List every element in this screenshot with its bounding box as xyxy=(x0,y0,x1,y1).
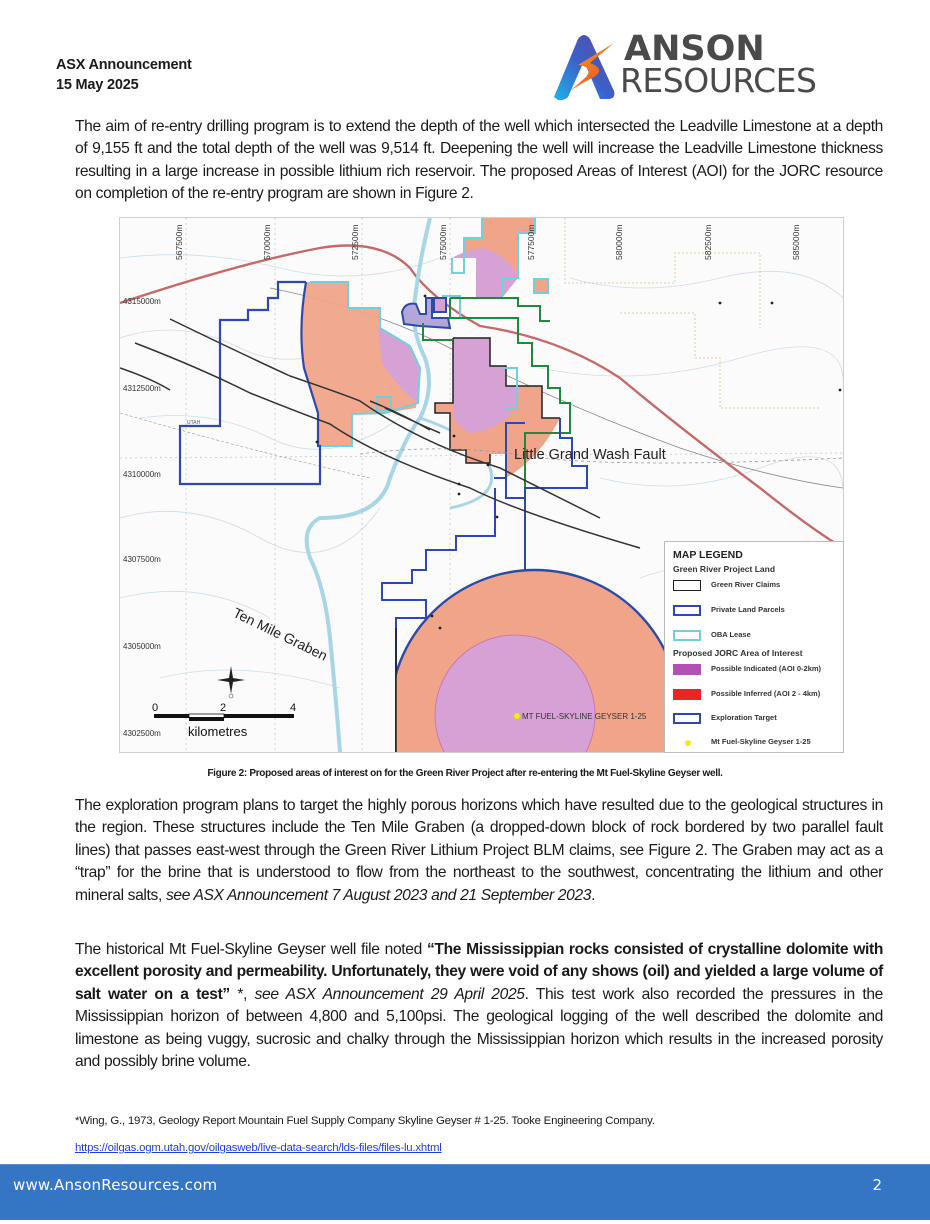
announcement-date: 15 May 2025 xyxy=(56,77,139,93)
legend-swatch xyxy=(673,580,701,591)
legend-item-well: Mt Fuel-Skyline Geyser 1-25 xyxy=(673,737,843,751)
legend-swatch xyxy=(673,713,701,724)
page-number: 2 xyxy=(872,1176,882,1194)
scale-bar xyxy=(152,702,296,739)
easting-label: 580000m xyxy=(614,224,624,260)
footnote-citation: *Wing, G., 1973, Geology Report Mountain Fuel Supply Company Skyline Geyser # 1-25. Tooke Engineering Company. xyxy=(75,1115,655,1127)
legend-item-exploration-target: Exploration Target xyxy=(673,713,843,727)
easting-label: 577500m xyxy=(526,224,536,260)
svg-text:2: 2 xyxy=(220,702,227,714)
svg-text:4: 4 xyxy=(290,702,297,714)
easting-label: 572500m xyxy=(350,224,360,260)
northing-label: 4310000m xyxy=(123,470,161,479)
legend-item-possible-indicated: Possible Indicated (AOI 0-2km) xyxy=(673,664,843,678)
legend-item-green-river-claims: Green River Claims xyxy=(673,580,843,594)
legend-section-project-land: Green River Project Land xyxy=(673,564,776,574)
northing-label: 4315000m xyxy=(123,297,161,306)
northing-label: 4302500m xyxy=(123,729,161,738)
legend-item-oba-lease: OBA Lease xyxy=(673,630,843,644)
reference-italic: see ASX Announcement 7 August 2023 and 21 September 2023 xyxy=(165,886,592,904)
well-file-quote: “The Mississippian rocks consisted of crystalline dolomite with excellent porosity and permeability. Unfortunately, they were void of any shows (oil) and yielded a large volume of salt water on a test” xyxy=(75,941,883,1003)
legend-item-possible-inferred: Possible Inferred (AOI 2 - 4km) xyxy=(673,689,843,703)
easting-label: 585000m xyxy=(791,224,801,260)
map-legend xyxy=(664,541,844,753)
announcement-header xyxy=(56,55,192,95)
paragraph-reentry-aim: The aim of re-entry drilling program is to extend the depth of the well which intersected the Leadville Limestone at a depth of 9,155 ft and the total depth of the well was 9,514 ft. Deepening the well will increase the Leadville Limestone thickness resulting in a large increase in possible lithium rich reservoir. The proposed Areas of Interest (AOI) for the JORC resource on completion of the re-entry program are shown in Figure 2. xyxy=(75,118,883,203)
utah-label: UTAH xyxy=(187,420,201,426)
logo-word-anson: ANSON xyxy=(624,29,765,69)
little-grand-wash-fault-label: Little Grand Wash Fault xyxy=(514,447,666,463)
legend-swatch xyxy=(673,630,701,641)
anson-resources-logo xyxy=(548,29,848,101)
legend-title: MAP LEGEND xyxy=(673,549,743,561)
well-label: MT FUEL-SKYLINE GEYSER 1-25 xyxy=(522,712,647,721)
northing-label: 4305000m xyxy=(123,642,161,651)
figure-caption: Figure 2: Proposed areas of interest on for the Green River Project after re-entering the Mt Fuel-Skyline Geyser well. xyxy=(207,768,723,779)
easting-label: 567500m xyxy=(174,224,184,260)
paragraph-exploration-program: The exploration program plans to target the highly porous horizons which have resulted due to the geological structures in the region. These structures include the Ten Mile Graben (a dropped-down block of rock bordered by two parallel fault lines) that passes east-west through the Green River Lithium Project BLM claims, see Figure 2. The Graben may act as a “trap” for the brine that is understood to flow from the northeast to the southwest, concentrating the lithium and other mineral salts, see ASX Announcement 7 August 2023 and 21 September 2023. xyxy=(75,797,883,904)
easting-label: 570000m xyxy=(262,224,272,260)
legend-swatch xyxy=(673,664,701,675)
paragraph-well-file: The historical Mt Fuel-Skyline Geyser well file noted “The Mississippian rocks consisted of crystalline dolomite with excellent porosity and permeability. Unfortunately, they were void of any shows (oil) and yielded a large volume of salt water on a test” *, see ASX Announcement 29 April 2025. This test work also recorded the pressures in the Mississippian horizon of between 4,800 and 5,100psi. The geological logging of the well described the dolomite and limestone as being vuggy, sucrosic and chalky through the Mississippian horizon which results in the increased porosity and possibly brine volume. xyxy=(75,941,883,1071)
legend-item-private-land-parcels: Private Land Parcels xyxy=(673,605,843,619)
logo-word-resources: RESOURCES xyxy=(620,61,817,100)
svg-text:kilometres: kilometres xyxy=(188,724,248,739)
legend-swatch xyxy=(673,605,701,616)
announcement-label: ASX Announcement xyxy=(56,57,192,73)
northing-label: 4312500m xyxy=(123,384,161,393)
easting-label: 582500m xyxy=(703,224,713,260)
anson-a-logo-icon xyxy=(548,33,624,101)
north-arrow-icon xyxy=(217,666,245,698)
well-dot-icon xyxy=(685,740,691,746)
legend-swatch xyxy=(673,689,701,700)
well-location-marker xyxy=(514,713,520,719)
footer-website[interactable]: www.AnsonResources.com xyxy=(13,1176,218,1194)
svg-text:0: 0 xyxy=(152,702,159,714)
easting-label: 575000m xyxy=(438,224,448,260)
northing-label: 4307500m xyxy=(123,555,161,564)
legend-section-jorc-aoi: Proposed JORC Area of Interest xyxy=(673,648,803,658)
ten-mile-graben-label: Ten Mile Graben xyxy=(230,604,331,664)
footer-bar xyxy=(0,1164,930,1220)
footnote-link[interactable]: https://oilgas.ogm.utah.gov/oilgasweb/live-data-search/lds-files/files-lu.xhtml xyxy=(75,1142,442,1154)
reference-italic: see ASX Announcement 29 April 2025 xyxy=(254,985,525,1003)
